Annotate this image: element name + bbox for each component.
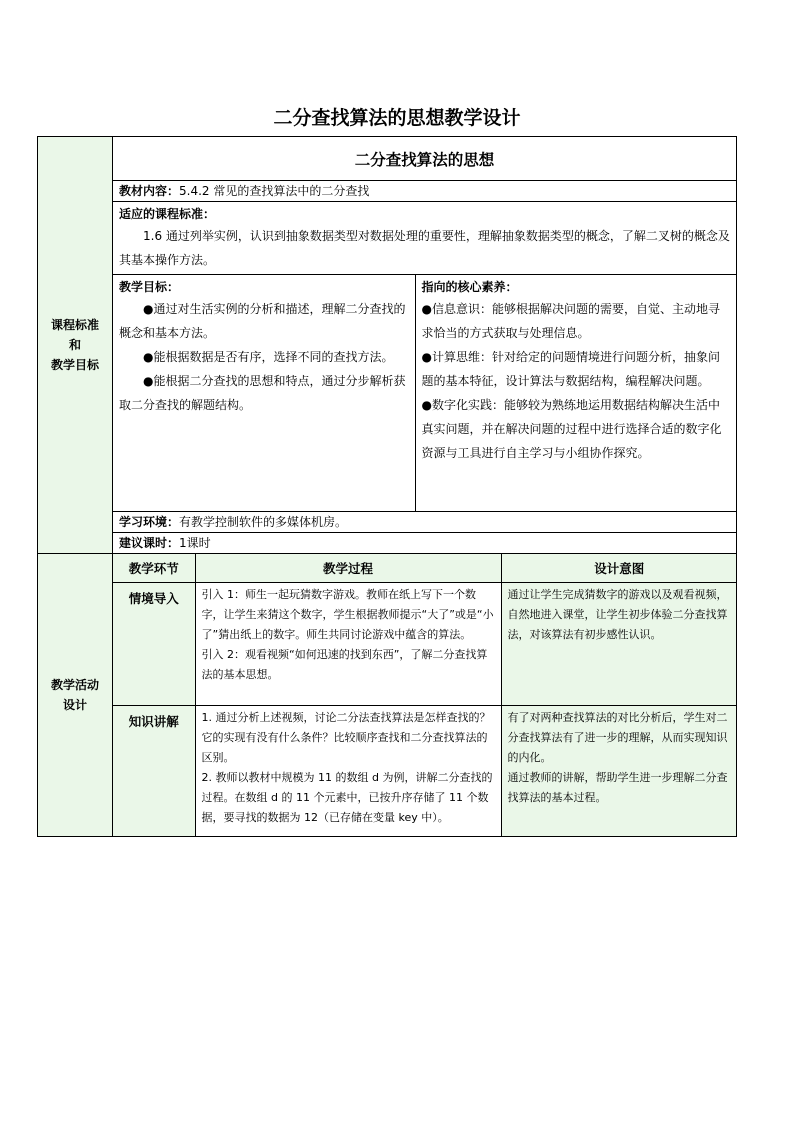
- table-row: [113, 706, 737, 837]
- teaching-goals: 教学目标： ●通过对生活实例的分析和描述，理解二分查找的概念和基本方法。 ●能根据数据是否有序，选择不同的查找方法。 ●能根据二分查找的思想和特点，通过分步解析获取二分查找的解题结构。: [113, 275, 415, 511]
- activity-design-side-label: 教学活动 设计: [38, 554, 113, 837]
- lesson-title: 二分查找算法的思想: [113, 137, 737, 181]
- header-stage: 教学环节: [113, 554, 195, 583]
- stage-situation: 情境导入: [113, 583, 195, 706]
- process-cell: 引入 1：师生一起玩猜数字游戏。教师在纸上写下一个数字，让学生来猜这个数字，学生根据教师提示“大了”或是“小了”猜出纸上的数字。师生共同讨论游戏中蕴含的算法。 引入 2：观看视频“如何迅速的找到东西”，了解二分查找算法的基本思想。: [195, 583, 501, 706]
- stage-knowledge: 知识讲解: [113, 706, 195, 837]
- intent-cell: 通过让学生完成猜数字的游戏以及观看视频，自然地进入课堂，让学生初步体验二分查找算法，对该算法有初步感性认识。: [501, 583, 737, 706]
- hours-row: 建议课时：1课时: [113, 533, 737, 554]
- curriculum-standard-cell: 适应的课程标准： 1.6 通过列举实例，认识到抽象数据类型对数据处理的重要性，理解抽象数据类型的概念，了解二叉树的概念及其基本操作方法。: [113, 202, 737, 275]
- table-row: [113, 583, 737, 706]
- standards-goals-side-label: 课程标准 和 教学目标: [38, 137, 113, 554]
- environment-row: 学习环境：有教学控制软件的多媒体机房。: [113, 512, 737, 533]
- header-process: 教学过程: [195, 554, 501, 583]
- core-literacy: 指向的核心素养： ●信息意识：能够根据解决问题的需要，自觉、主动地寻求恰当的方式获取与处理信息。 ●计算思维：针对给定的问题情境进行问题分析，抽象问题的基本特征，设计算法与数据结构，编程解决问题。 ●数字化实践：能够较为熟练地运用数据结构解决生活中真实问题，并在解决问题的过程中进行选择合适的数字化资源与工具进行自主学习与小组协作探究。: [421, 280, 722, 460]
- material-row: 教材内容：5.4.2 常见的查找算法中的二分查找: [113, 181, 737, 202]
- activity-design-cell: [113, 554, 737, 837]
- header-intent: 设计意图: [501, 554, 737, 583]
- process-cell: 1. 通过分析上述视频，讨论二分法查找算法是怎样查找的？它的实现有没有什么条件？比较顺序查找和二分查找算法的区别。 2. 教师以教材中规模为 11 的数组 d 为例，讲解二分查找的过程。在数组 d 的 11 个元素中，已按升序存储了 11 个数据，要寻找的数据为 12（已存储在变量 key 中）。: [195, 706, 501, 837]
- document-title: 二分查找算法的思想教学设计: [273, 107, 521, 129]
- goals-literacy-cell: [113, 275, 737, 512]
- lesson-plan-table: [37, 136, 737, 837]
- intent-cell: 有了对两种查找算法的对比分析后，学生对二分查找算法有了进一步的理解，从而实现知识的内化。 通过教师的讲解，帮助学生进一步理解二分查找算法的基本过程。: [501, 706, 737, 837]
